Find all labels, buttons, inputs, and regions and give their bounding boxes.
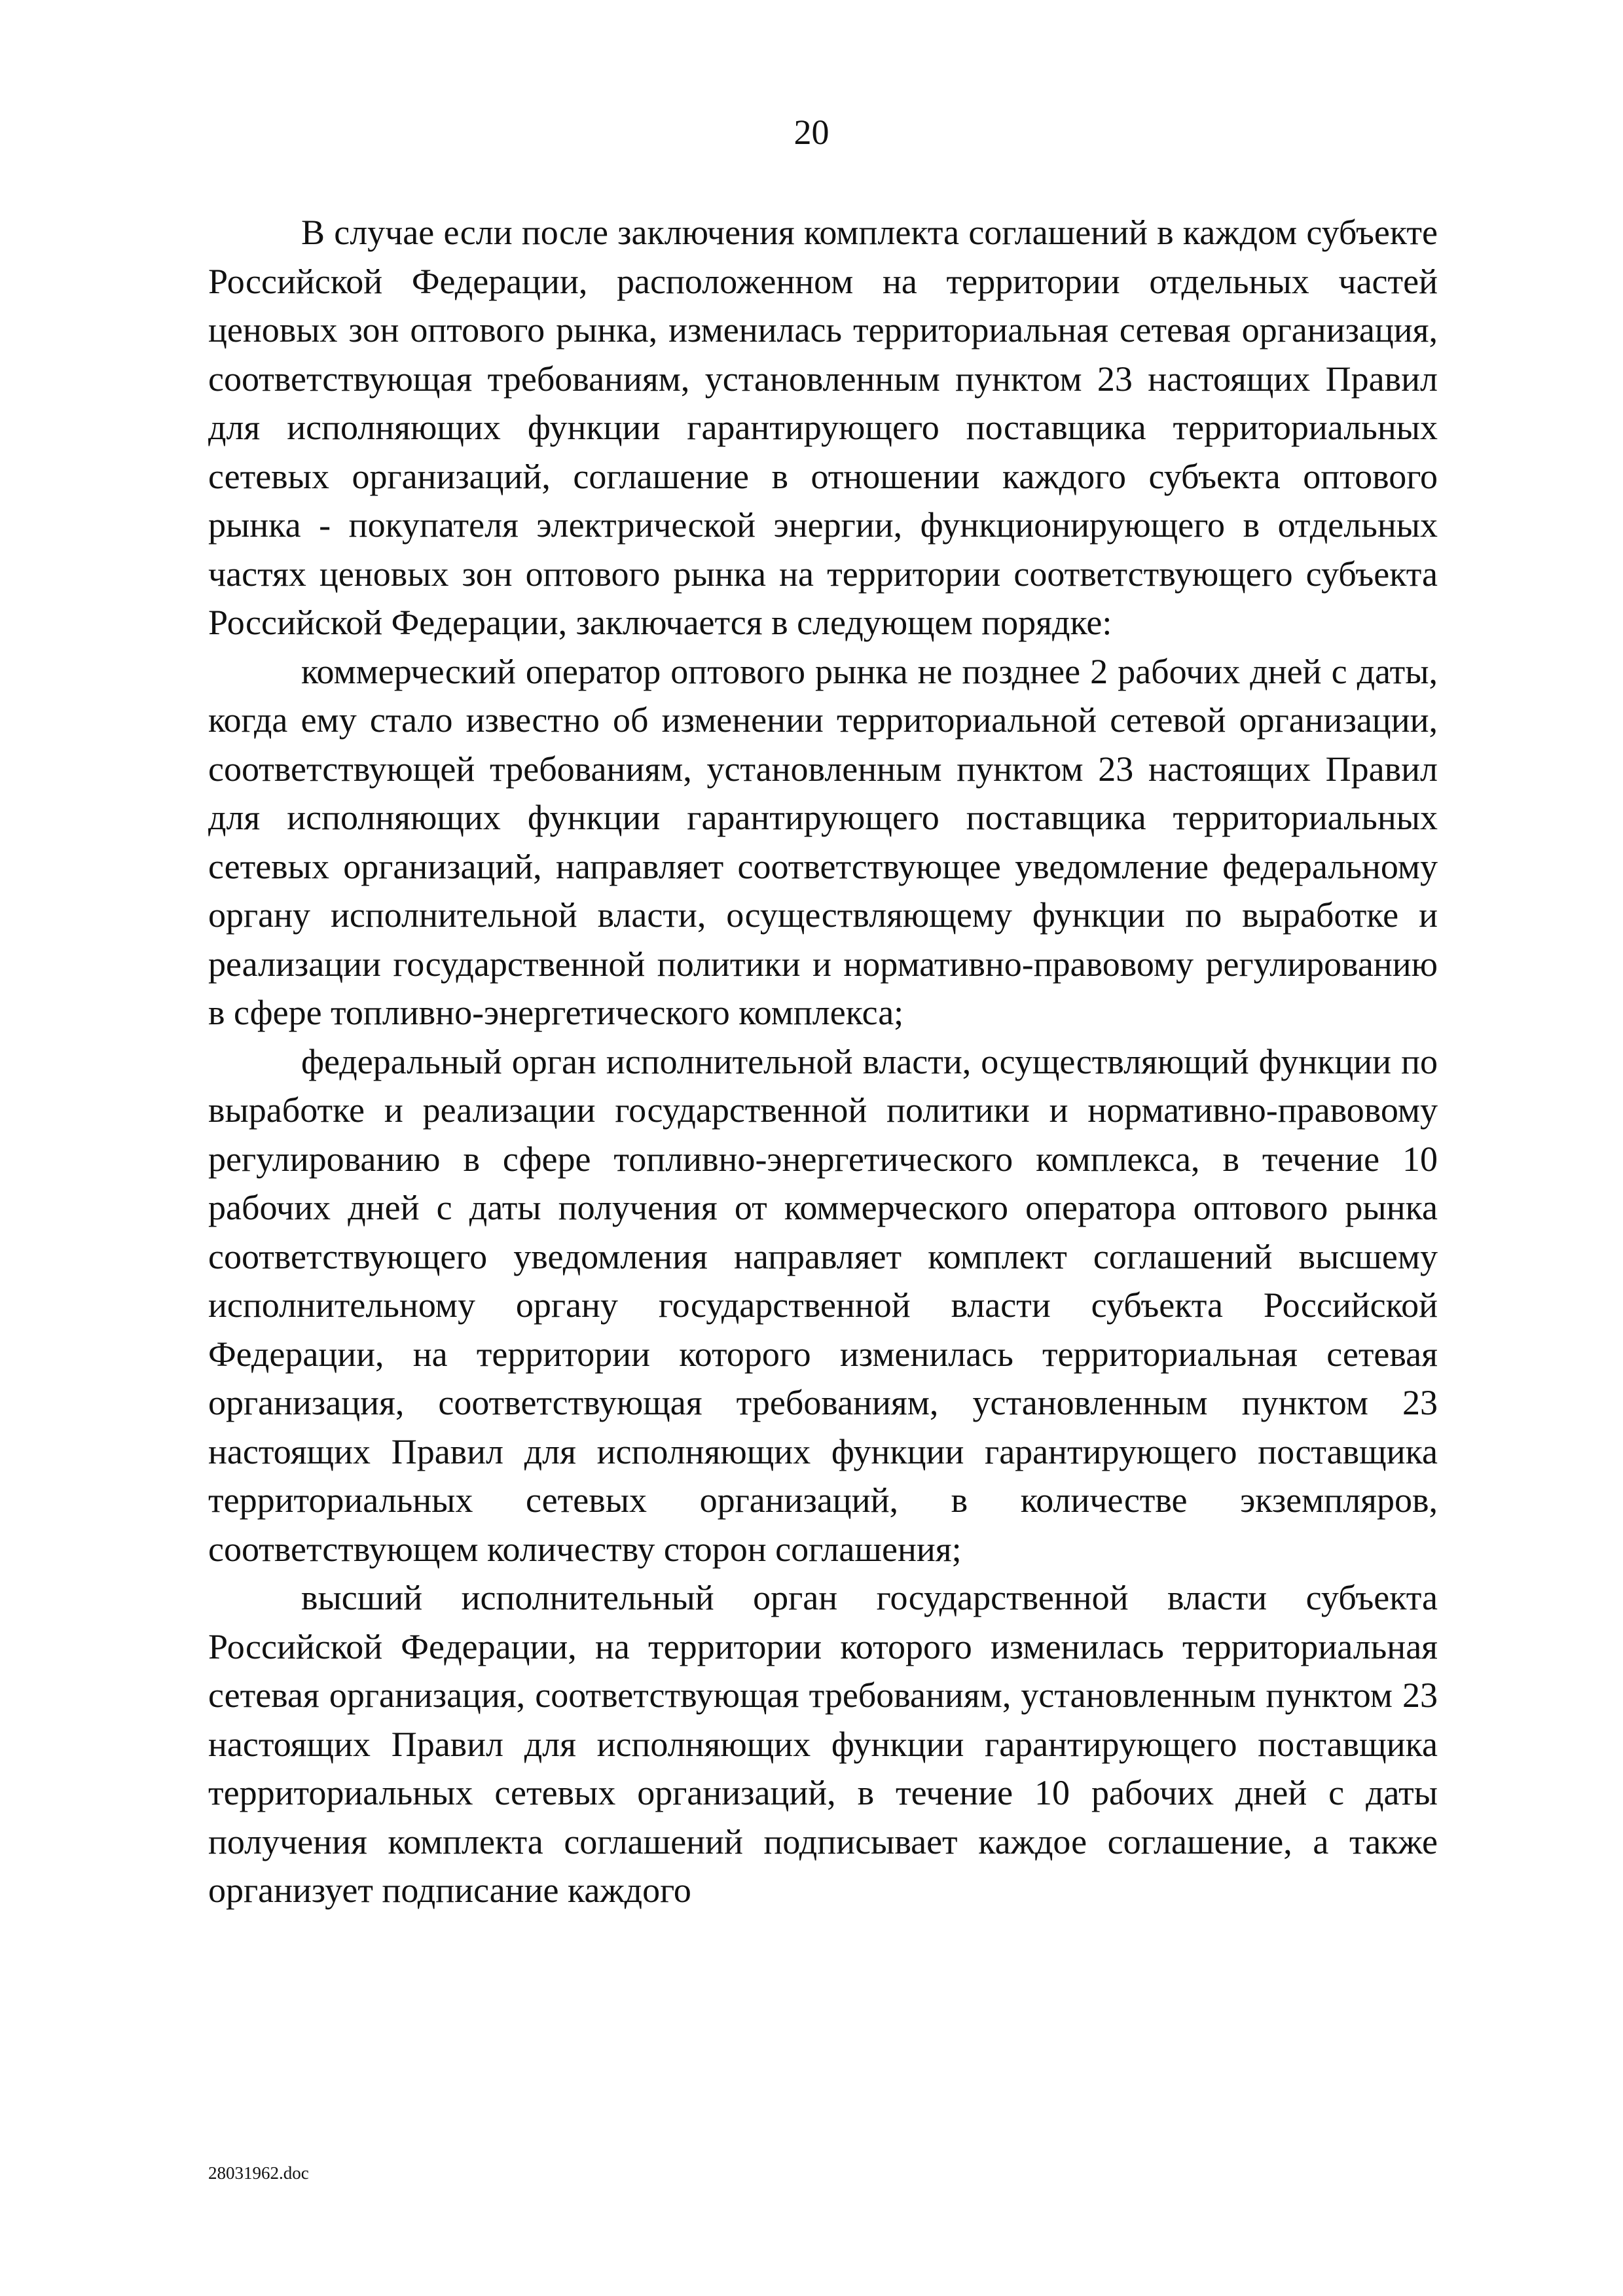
paragraph-regional-body: высший исполнительный орган государственной власти субъекта Российской Федерации, на территории которого изменилась территориальная сетевая организация, соответствующая требованиям, установленным пунктом 23 настоящих Правил для исполняющих функции гарантирующего поставщика территориальных сетевых организаций, в течение 10 рабочих дней с даты получения комплекта соглашений подписывает каждое соглашение, а также организует подписание каждого [208,1578,1438,1910]
paragraph-federal-body: федеральный орган исполнительной власти, осуществляющий функции по выработке и реализации государственной политики и нормативно-правовому регулированию в сфере топливно-энергетического комплекса, в течение 10 рабочих дней с даты получения от коммерческого оператора оптового рынка соответствующего уведомления направляет комплект соглашений высшему исполнительному органу государственной власти субъекта Российской Федерации, на территории которого изменилась территориальная сетевая организация, соответствующая требованиям, установленным пунктом 23 настоящих Правил для исполняющих функции гарантирующего поставщика территориальных сетевых организаций, в количестве экземпляров, соответствующем количеству сторон соглашения; [208,1041,1438,1569]
paragraph-commercial-operator: коммерческий оператор оптового рынка не позднее 2 рабочих дней с даты, когда ему стало известно об изменении территориальной сетевой организации, соответствующей требованиям, установленным пунктом 23 настоящих Правил для исполняющих функции гарантирующего поставщика территориальных сетевых организаций, направляет соответствующее уведомление федеральному органу исполнительной власти, осуществляющему функции по выработке и реализации государственной политики и нормативно-правовому регулированию в сфере топливно-энергетического комплекса; [208,651,1438,1032]
footer-filename: 28031962.doc [208,2163,309,2183]
body-text [208,208,1438,1915]
paragraph-intro: В случае если после заключения комплекта соглашений в каждом субъекте Российской Федерации, расположенном на территории отдельных частей ценовых зон оптового рынка, изменилась территориальная сетевая организация, соответствующая требованиям, установленным пунктом 23 настоящих Правил для исполняющих функции гарантирующего поставщика территориальных сетевых организаций, соглашение в отношении каждого субъекта оптового рынка - покупателя электрической энергии, функционирующего в отдельных частях ценовых зон оптового рынка на территории соответствующего субъекта Российской Федерации, заключается в следующем порядке: [208,213,1438,642]
page-number: 20 [793,113,830,152]
